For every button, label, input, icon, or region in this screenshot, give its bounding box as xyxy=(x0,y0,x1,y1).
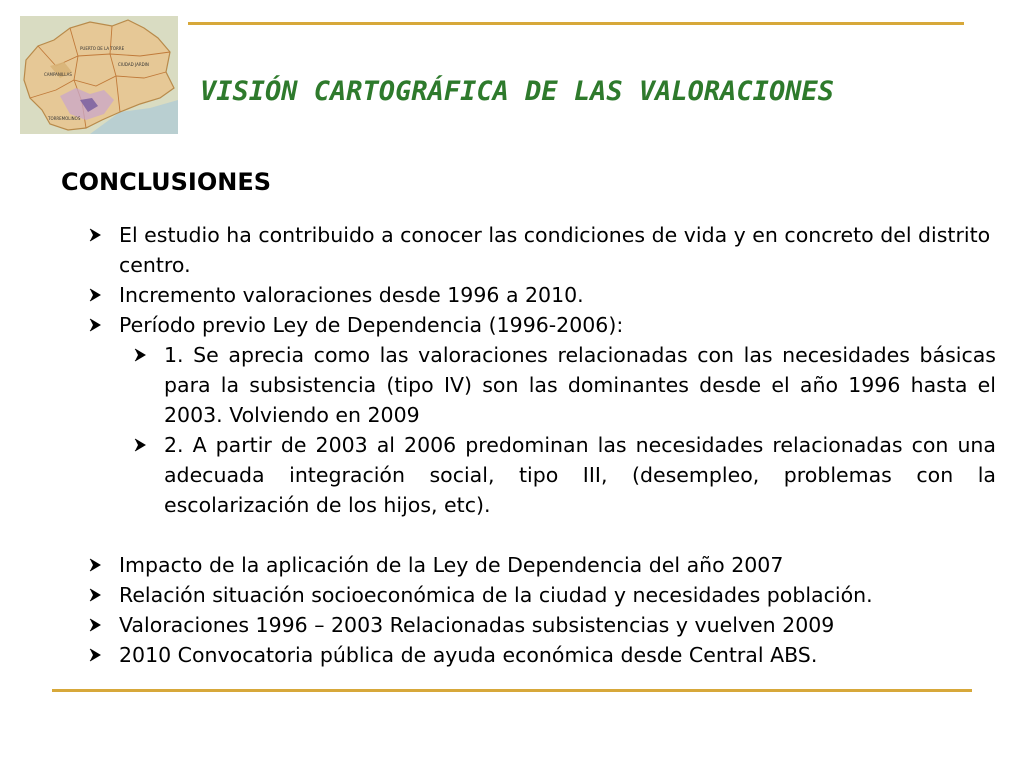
list-item-text: Incremento valoraciones desde 1996 a 2010. xyxy=(119,283,584,307)
arrow-bullet-icon xyxy=(88,648,102,662)
arrow-bullet-icon xyxy=(88,318,102,332)
list-item-text: El estudio ha contribuido a conocer las condiciones de vida y en concreto del distrito centro. xyxy=(119,223,991,277)
list-item xyxy=(88,280,996,310)
arrow-bullet-icon xyxy=(88,558,102,572)
list-item-text: Valoraciones 1996 – 2003 Relacionadas subsistencias y vuelven 2009 xyxy=(119,613,835,637)
district-map-image xyxy=(20,16,178,134)
sub-list-item xyxy=(133,430,996,520)
bullet-list xyxy=(88,220,996,670)
slide-title: VISIÓN CARTOGRÁFICA DE LAS VALORACIONES xyxy=(200,76,834,107)
top-divider xyxy=(188,22,964,25)
map-label-1: CAMPANILLAS xyxy=(44,72,72,77)
arrow-bullet-icon xyxy=(88,228,102,242)
arrow-bullet-icon xyxy=(133,438,147,452)
list-item xyxy=(88,550,996,580)
list-item-text: Período previo Ley de Dependencia (1996-2006): xyxy=(119,313,624,337)
section-heading: CONCLUSIONES xyxy=(61,168,272,196)
list-item xyxy=(88,310,996,340)
list-item xyxy=(88,610,996,640)
list-item-text: 2010 Convocatoria pública de ayuda económica desde Central ABS. xyxy=(119,643,818,667)
list-item xyxy=(88,220,996,280)
arrow-bullet-icon xyxy=(88,588,102,602)
map-label-4: TORREMOLINOS xyxy=(48,116,81,121)
sub-list-item-text: 1. Se aprecia como las valoraciones relacionadas con las necesidades básicas para la subsistencia (tipo IV) son las dominantes desde el año 1996 hasta el 2003. Volviendo en 2009 xyxy=(164,343,996,427)
map-label-2: PUERTO DE LA TORRE xyxy=(80,46,125,51)
arrow-bullet-icon xyxy=(88,288,102,302)
arrow-bullet-icon xyxy=(88,618,102,632)
sub-list-item-text: 2. A partir de 2003 al 2006 predominan las necesidades relacionadas con una adecuada integración social, tipo III, (desempleo, problemas con la escolarización de los hijos, etc). xyxy=(164,433,996,517)
bottom-divider xyxy=(52,689,972,692)
list-item-text: Relación situación socioeconómica de la ciudad y necesidades población. xyxy=(119,583,873,607)
map-label-3: CIUDAD JARDIN xyxy=(118,62,149,67)
sub-list-item xyxy=(133,340,996,430)
list-item xyxy=(88,640,996,670)
list-item-text: Impacto de la aplicación de la Ley de Dependencia del año 2007 xyxy=(119,553,784,577)
list-item xyxy=(88,580,996,610)
malaga-district-map-icon xyxy=(20,16,178,134)
arrow-bullet-icon xyxy=(133,348,147,362)
